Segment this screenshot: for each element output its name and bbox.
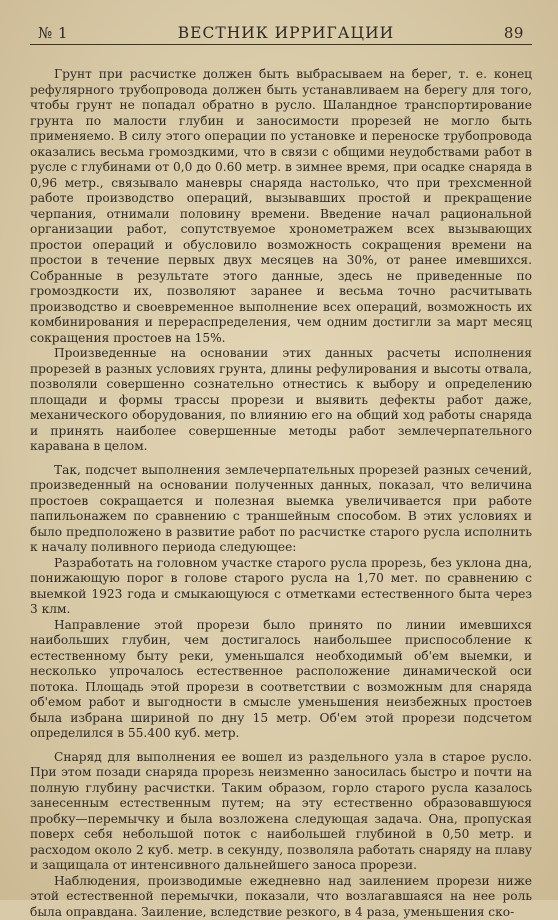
page-header <box>30 22 532 45</box>
paragraph: Так, подсчет выполнения землечерпательных прорезей разных сечений, произведенный на основании полученных данных, показал, что величина простоев сокращается и полезная выемка увеличивается при работе папильонажем по сравнению с траншейным способом. В этих условиях и было предположено в развитие работ по расчистке старого русла исполнить к началу поливного периода следующее: <box>30 463 532 556</box>
paragraph: Произведенные на основании этих данных расчеты исполнения прорезей в разных условиях грунта, длины рефулирования и высоты отвала, позволяли совершенно сознательно отнестись к выбору и определению площади и формы трассы прорези и выявить дефекты работ даже, механического оборудования, по влиянию его на общий ход работы снаряда и принять наиболее совершенные методы работ землечерпательного каравана в целом. <box>30 346 532 455</box>
journal-title: ВЕСТНИК ИРРИГАЦИИ <box>178 24 394 42</box>
paragraph: Направление этой прорези было принято по линии имевшихся наибольших глубин, чем достигалось наибольшее приспособление к естественному быту реки, уменьшался необходимый об'ем выемки, и несколько упрочалось естественное расположение динамической оси потока. Площадь этой прорези в соответствии с возможным для снаряда об'емом работ и выгодности в смысле уменьшения неизбежных простоев была избрана шириной по дну 15 метр. Об'ем этой прорези подсчетом определился в 55.400 куб. метр. <box>30 618 532 742</box>
article-body <box>30 67 532 920</box>
paragraph: Грунт при расчистке должен быть выбрасываем на берег, т. е. конец рефулярного трубопровода должен быть устанавливаем на берегу для того, чтобы грунт не попадал обратно в русло. Шаландное транспортирование грунта по малости глубин и заносимости прорезей не могло быть применяемо. В силу этого операции по установке и переноске трубопровода оказались весьма громоздкими, что в связи с общими неудобствами работ в русле с глубинами от 0,0 до 0.60 метр. в зимнее время, при осадке снаряда в 0,96 метр., связывало маневры снаряда настолько, что при трехсменной работе производство операций, вызывавших простой и прекращение черпания, отнимали половину времени. Введение начал рациональной организации работ, сопутствуемое хронометражем всех вызывающих простои операций и обусловило возможность сокращения времени на простои в течение первых двух месяцев на 30%, от ранее имевшихся. Собранные в результате этого данные, здесь не приведенные по громоздкости их, позволяют заранее и весьма точно расчитывать производство и своевременное выполнение всех операций, возможность их комбинирования и перераспределения, чем одним достигли за март месяц сокращения простоев на 15%. <box>30 67 532 346</box>
page-number: 89 <box>504 24 524 42</box>
issue-number: № 1 <box>38 24 68 42</box>
paragraph: Снаряд для выполнения ее вошел из раздельного узла в старое русло. При этом позади снаряда прорезь неизменно заносилась быстро и почти на полную глубину расчистки. Таким образом, горло старого русла казалось занесенным естественным путем; на эту естественно образовавшуюся пробку—перемычку и была возложена следующая задача. Она, пропуская поверх себя небольшой поток с наибольшей глубиной в 0,50 метр. и расходом около 2 куб. метр. в секунду, позволяла работать снаряду на плаву и защищала от интенсивного дальнейшего заноса прорези. <box>30 750 532 874</box>
paragraph: Наблюдения, производимые ежедневно над заилением прорези ниже этой естественной перемычки, показали, что возлагавшаяся на нее роль была оправдана. Заиление, вследствие резкого, в 4 раза, уменьшения ско- <box>30 874 532 920</box>
paragraph: Разработать на головном участке старого русла прорезь, без уклона дна, понижающую порог в голове старого русла на 1,70 мет. по сравнению с выемкой 1923 года и смыкающуюся с отметками естественного быта через 3 клм. <box>30 556 532 618</box>
